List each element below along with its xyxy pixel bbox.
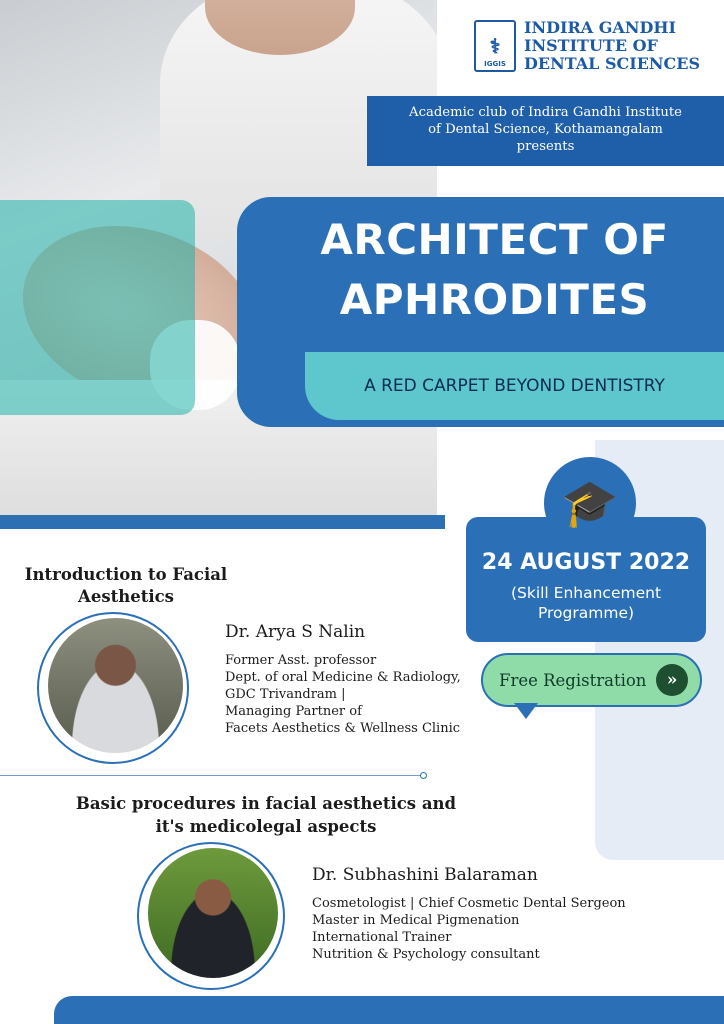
section-divider (0, 775, 424, 776)
divider-dot (420, 772, 427, 779)
event-date: 24 AUGUST 2022 (481, 550, 691, 575)
session-title-line: Introduction to Facial (24, 565, 228, 584)
programme-line: (Skill Enhancement (510, 584, 662, 602)
teal-overlay (0, 200, 195, 415)
programme-label (466, 583, 706, 623)
logo-text: IGGIS (484, 60, 506, 68)
free-registration-button[interactable] (481, 653, 702, 707)
speaker-detail: Managing Partner of (225, 704, 362, 719)
speaker-2-info (312, 865, 652, 963)
institute-line: DENTAL SCIENCES (524, 54, 701, 73)
institute-line: INSTITUTE OF (524, 36, 658, 55)
graduation-cap-icon: 🎓 (544, 457, 636, 549)
academic-line: presents (516, 139, 575, 154)
footer-bar (54, 996, 724, 1024)
academic-line: Academic club of Indira Gandhi Institute (409, 105, 682, 120)
speaker-name: Dr. Subhashini Balaraman (312, 865, 538, 885)
title-line: APHRODITES (339, 275, 650, 324)
session-title-line: Aesthetics (78, 587, 174, 606)
speaker-2-avatar (148, 848, 278, 978)
speaker-detail: International Trainer (312, 930, 452, 945)
title-line: ARCHITECT OF (320, 215, 669, 264)
academic-line: of Dental Science, Kothamangalam (428, 122, 663, 137)
speaker-detail: Facets Aesthetics & Wellness Clinic (225, 721, 461, 736)
academic-club-banner (367, 96, 724, 166)
programme-line: Programme) (537, 604, 635, 622)
speaker-detail: Dept. of oral Medicine & Radiology, (225, 670, 461, 685)
session-1-title (10, 564, 242, 608)
institute-logo: ⚕ IGGIS (474, 20, 516, 72)
double-chevron-right-icon: » (656, 664, 688, 696)
speaker-1-info (225, 622, 485, 737)
speaker-1-avatar (48, 618, 183, 753)
speaker-detail: Nutrition & Psychology consultant (312, 947, 540, 962)
session-2-title (40, 792, 492, 838)
speaker-name: Dr. Arya S Nalin (225, 622, 366, 642)
session-title-line: Basic procedures in facial aesthetics and (75, 794, 457, 813)
speaker-detail: GDC Trivandram | (225, 687, 346, 702)
registration-label: Free Registration (499, 670, 647, 690)
institute-name (524, 19, 719, 73)
speaker-detail: Former Asst. professor (225, 653, 377, 668)
speaker-detail: Master in Medical Pigmenation (312, 913, 520, 928)
event-subtitle: A RED CARPET BEYOND DENTISTRY (364, 376, 665, 396)
session-title-line: it's medicolegal aspects (155, 817, 377, 836)
event-title (265, 210, 724, 330)
photo-frame-bar (0, 515, 445, 529)
institute-line: INDIRA GANDHI (524, 18, 676, 37)
speaker-detail: Cosmetologist | Chief Cosmetic Dental Sergeon (312, 896, 626, 911)
speech-bubble-tail (514, 703, 538, 719)
